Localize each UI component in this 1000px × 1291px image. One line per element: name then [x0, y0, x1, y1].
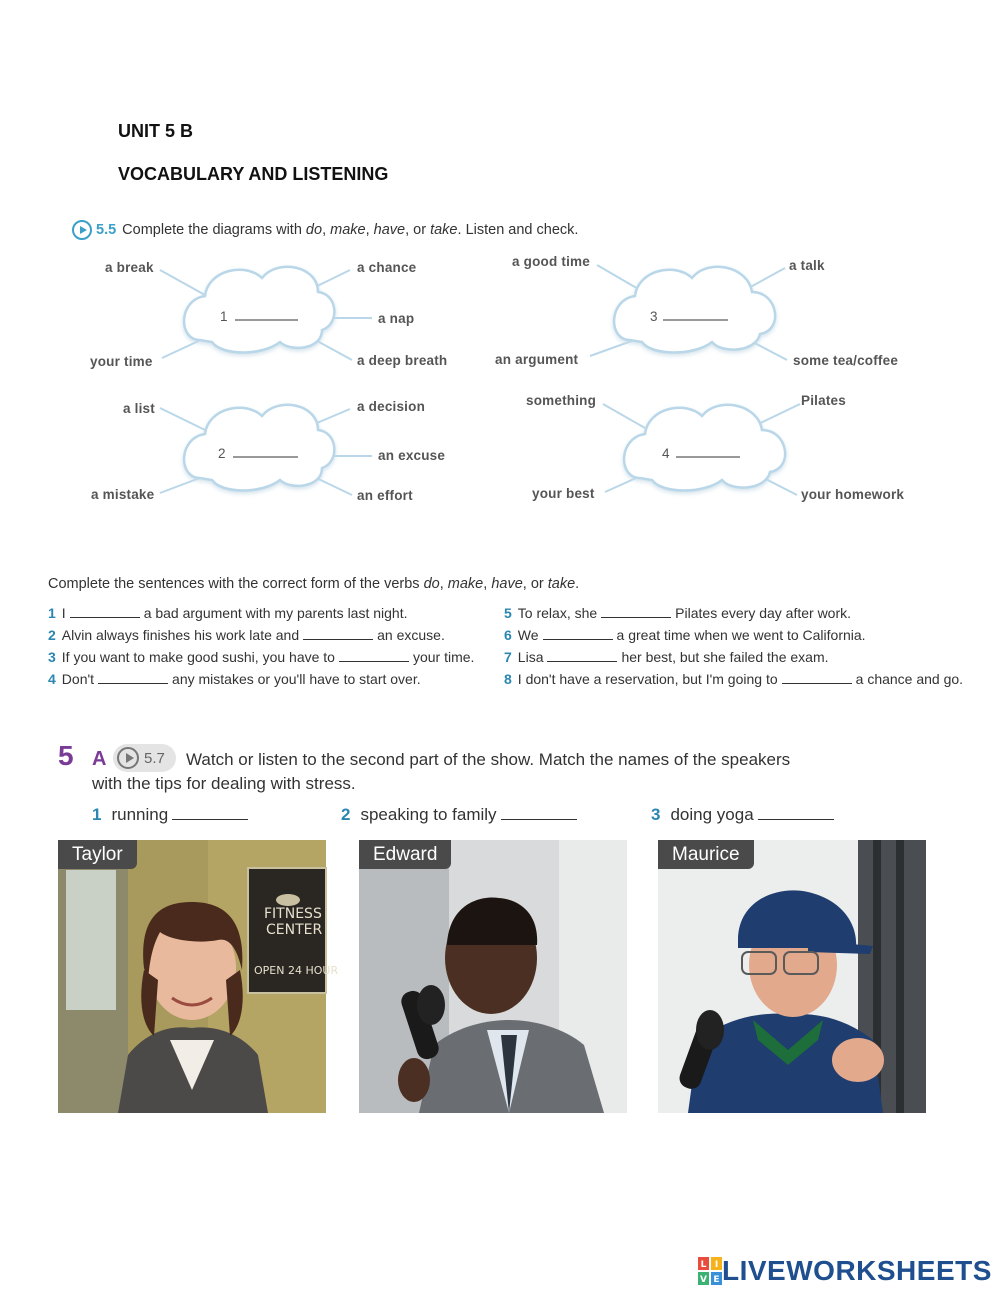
tip-number: 2 [341, 805, 351, 824]
answer-blank[interactable] [543, 629, 613, 640]
diagram-label: a talk [789, 258, 825, 273]
play-icon[interactable] [117, 747, 139, 769]
sentence-before: Alvin always finishes his work late and [61, 627, 300, 643]
diagram-label: an excuse [378, 448, 446, 463]
tip-number: 1 [92, 805, 102, 824]
tip-item [651, 805, 838, 825]
sentence-after: a chance and go. [855, 671, 964, 687]
sentence-before: I [61, 605, 66, 621]
taylor-illustration [58, 840, 339, 1113]
sentence-before: We [517, 627, 539, 643]
diagram-label: something [526, 393, 597, 408]
answer-blank[interactable] [339, 651, 409, 662]
answer-blank[interactable] [501, 809, 577, 820]
logo-mark-letter: I [714, 1260, 719, 1270]
diagram-label: a mistake [91, 487, 155, 502]
sentence-number: 7 [504, 649, 512, 665]
section-number: 5 [58, 740, 74, 771]
exercise-55-instruction: Complete the diagrams with do, make, have, or take. Listen and check. [122, 222, 579, 238]
cloud-1 [184, 267, 334, 353]
answer-blank[interactable] [758, 809, 834, 820]
logo-mark-letter: V [700, 1275, 707, 1285]
tip-number: 3 [651, 805, 661, 824]
sentences-instruction: Complete the sentences with the correct form of the verbs do, make, have, or take. [48, 576, 580, 592]
sentence-after: a great time when we went to California. [616, 627, 866, 643]
sentence-number: 8 [504, 671, 512, 687]
section5-instruction-line2: with the tips for dealing with stress. [92, 774, 356, 793]
cloud-2 [184, 405, 334, 491]
logo-mark-letter: E [713, 1275, 720, 1285]
diagram-number: 4 [662, 446, 670, 461]
tip-item [341, 805, 581, 825]
sentence [48, 671, 421, 687]
sentence-after: your time. [412, 649, 475, 665]
diagram-label: a deep breath [357, 353, 448, 368]
sentence-before: I don't have a reservation, but I'm going to [517, 671, 778, 687]
sign-line-1: FITNESS [264, 906, 322, 922]
diagram-label: a list [123, 401, 155, 416]
sentence-before: Lisa [517, 649, 544, 665]
logo-text: LIVEWORKSHEETS [722, 1255, 992, 1286]
answer-blank[interactable] [303, 629, 373, 640]
sentence-after: a bad argument with my parents last night. [143, 605, 408, 621]
speaker-photo-edward [359, 840, 627, 1113]
diagram-label: a nap [378, 311, 415, 326]
logo-mark-icon [698, 1257, 722, 1285]
speaker-name: Maurice [658, 840, 754, 869]
answer-blank[interactable] [547, 651, 617, 662]
tip-text: running [111, 805, 169, 824]
sentence [48, 627, 445, 643]
diagram-label: Pilates [801, 393, 846, 408]
sentence [48, 649, 474, 665]
sentence-before: If you want to make good sushi, you have to [61, 649, 335, 665]
unit-title: UNIT 5 B [118, 121, 194, 141]
diagram-number: 2 [218, 446, 226, 461]
maurice-illustration [658, 840, 926, 1113]
sentence-number: 5 [504, 605, 512, 621]
cloud-4 [624, 405, 785, 491]
diagram-label: your homework [801, 487, 905, 502]
audio-pill[interactable] [113, 744, 176, 772]
cloud-3 [614, 267, 775, 353]
speaker-photo-taylor [58, 840, 339, 1113]
diagram-label: a decision [357, 399, 426, 414]
diagram-label: a break [105, 260, 154, 275]
diagram-label: a chance [357, 260, 417, 275]
speaker-photo-maurice [658, 840, 926, 1113]
speaker-name: Taylor [58, 840, 137, 869]
sentence [504, 649, 829, 665]
sentence [504, 627, 866, 643]
sentence-before: To relax, she [517, 605, 598, 621]
sentence-number: 4 [48, 671, 56, 687]
sentence-after: her best, but she failed the exam. [621, 649, 829, 665]
tip-text: doing yoga [670, 805, 754, 824]
edward-illustration [359, 840, 627, 1113]
sign-line-3: OPEN 24 HOUR [254, 964, 339, 977]
answer-blank[interactable] [172, 809, 248, 820]
liveworksheets-logo[interactable] [698, 1255, 992, 1287]
sentence [504, 671, 963, 687]
diagram-label: your time [90, 354, 153, 369]
speaker-name: Edward [359, 840, 451, 869]
answer-blank[interactable] [98, 673, 168, 684]
sentence-after: Pilates every day after work. [675, 605, 852, 621]
sentence-number: 6 [504, 627, 512, 643]
diagram-label: an argument [495, 352, 579, 367]
section5-instruction-line1: Watch or listen to the second part of the show. Match the names of the speakers [186, 750, 791, 769]
section-title: VOCABULARY AND LISTENING [118, 164, 389, 184]
diagram-number: 3 [650, 309, 658, 324]
track-number: 5.7 [144, 749, 165, 767]
diagram-label: a good time [512, 254, 590, 269]
sentence-number: 2 [48, 627, 56, 643]
track-number: 5.5 [96, 222, 117, 238]
sentence [504, 605, 851, 621]
answer-blank[interactable] [601, 607, 671, 618]
diagrams-drawing [0, 0, 1000, 560]
answer-blank[interactable] [70, 607, 140, 618]
sentence-before: Don't [61, 671, 95, 687]
diagram-label: some tea/coffee [793, 353, 899, 368]
tip-text: speaking to family [360, 805, 497, 824]
sentence-after: an excuse. [377, 627, 445, 643]
diagram-label: an effort [357, 488, 413, 503]
sentence-number: 1 [48, 605, 56, 621]
sentence-number: 3 [48, 649, 56, 665]
logo-mark-letter: L [700, 1260, 707, 1270]
tip-item [92, 805, 252, 825]
sentence-after: any mistakes or you'll have to start over. [172, 671, 421, 687]
sentence [48, 605, 408, 621]
diagram-number: 1 [220, 309, 228, 324]
section-part: A [92, 748, 107, 770]
sign-line-2: CENTER [266, 922, 323, 938]
diagram-label: your best [532, 486, 595, 501]
answer-blank[interactable] [782, 673, 852, 684]
